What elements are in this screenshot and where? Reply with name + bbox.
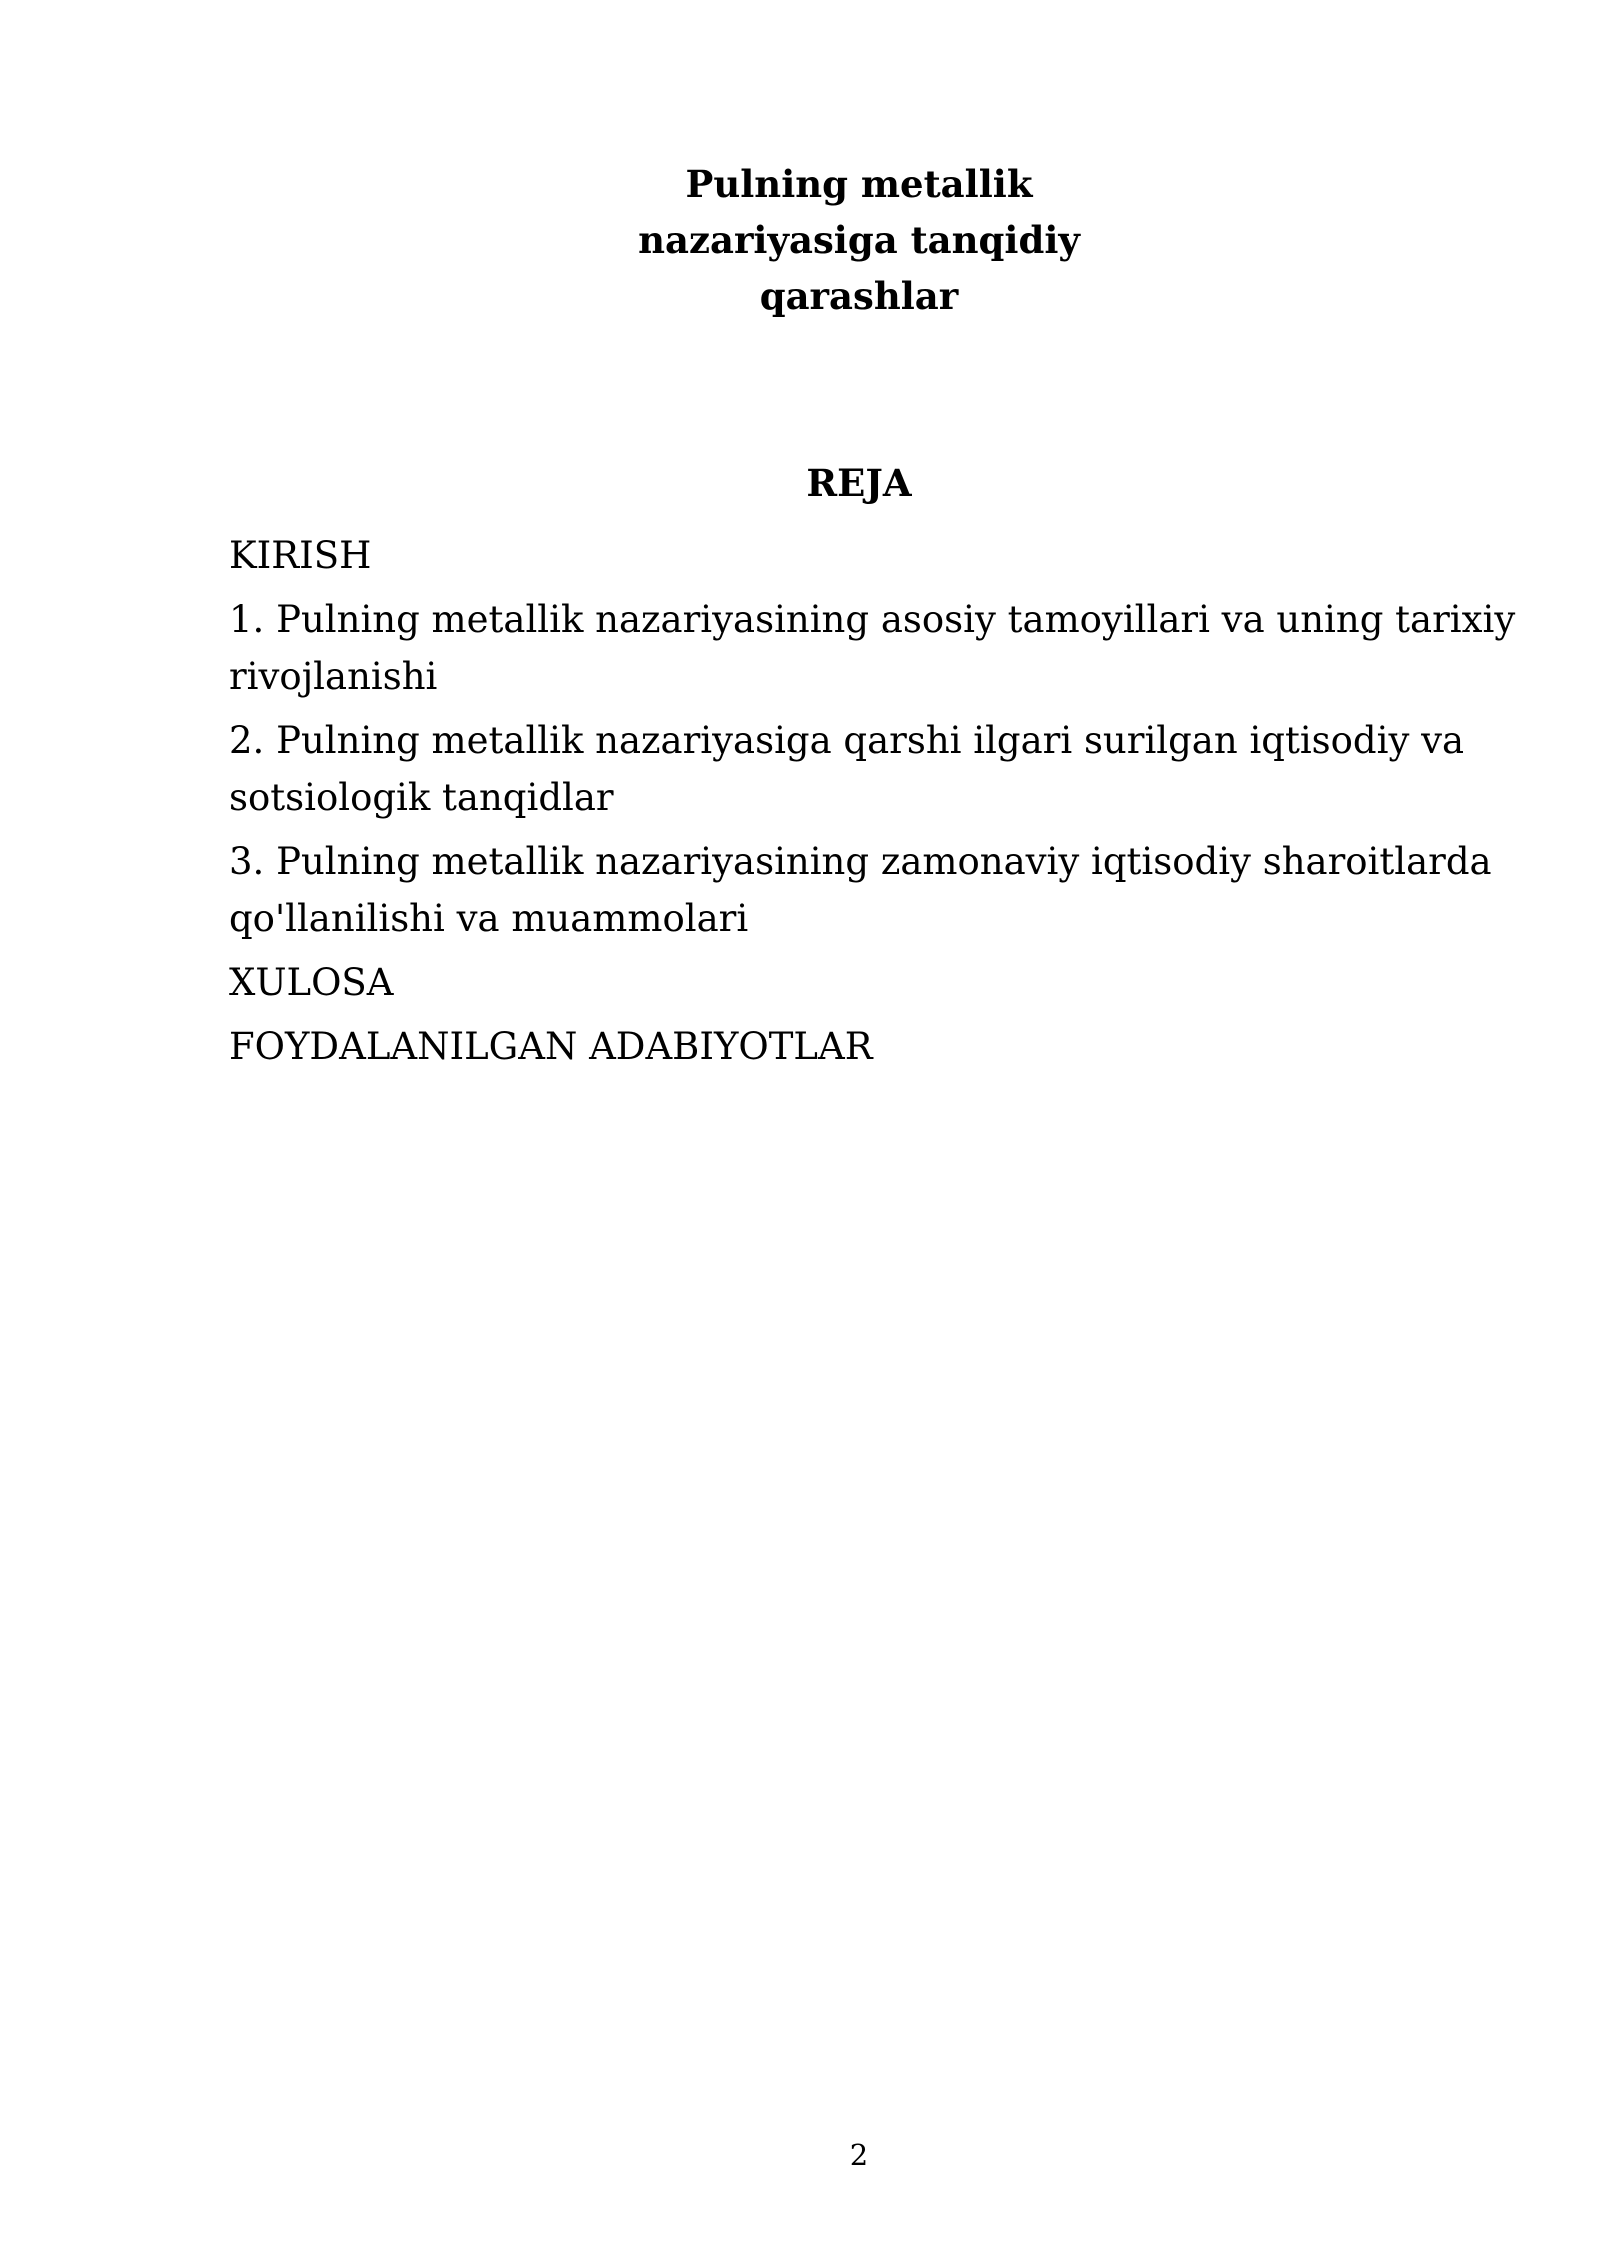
plan-item-references: FOYDALANILGAN ADABIYOTLAR (229, 1025, 873, 1068)
page-number: 2 (849, 2138, 869, 2172)
title-line-3: qarashlar (759, 274, 959, 318)
plan-item-conclusion: XULOSA (229, 961, 394, 1004)
plan-list (229, 527, 1529, 1082)
plan-item-3: 3. Pulning metallik nazariyasining zamonaviy iqtisodiy sharoitlarda qo'llanilishi va muammolari (229, 840, 1492, 940)
plan-item-2: 2. Pulning metallik nazariyasiga qarshi ilgari surilgan iqtisodiy va sotsiologik tanqidlar (229, 719, 1465, 819)
title-line-2: nazariyasiga tanqidiy (638, 218, 1080, 262)
plan-item-intro: KIRISH (229, 534, 372, 577)
document-title (0, 156, 1600, 324)
plan-item-1: 1. Pulning metallik nazariyasining asosiy tamoyillari va uning tarixiy rivojlanishi (229, 598, 1516, 698)
title-line-1: Pulning metallik (685, 162, 1033, 206)
plan-heading: REJA (806, 461, 912, 505)
